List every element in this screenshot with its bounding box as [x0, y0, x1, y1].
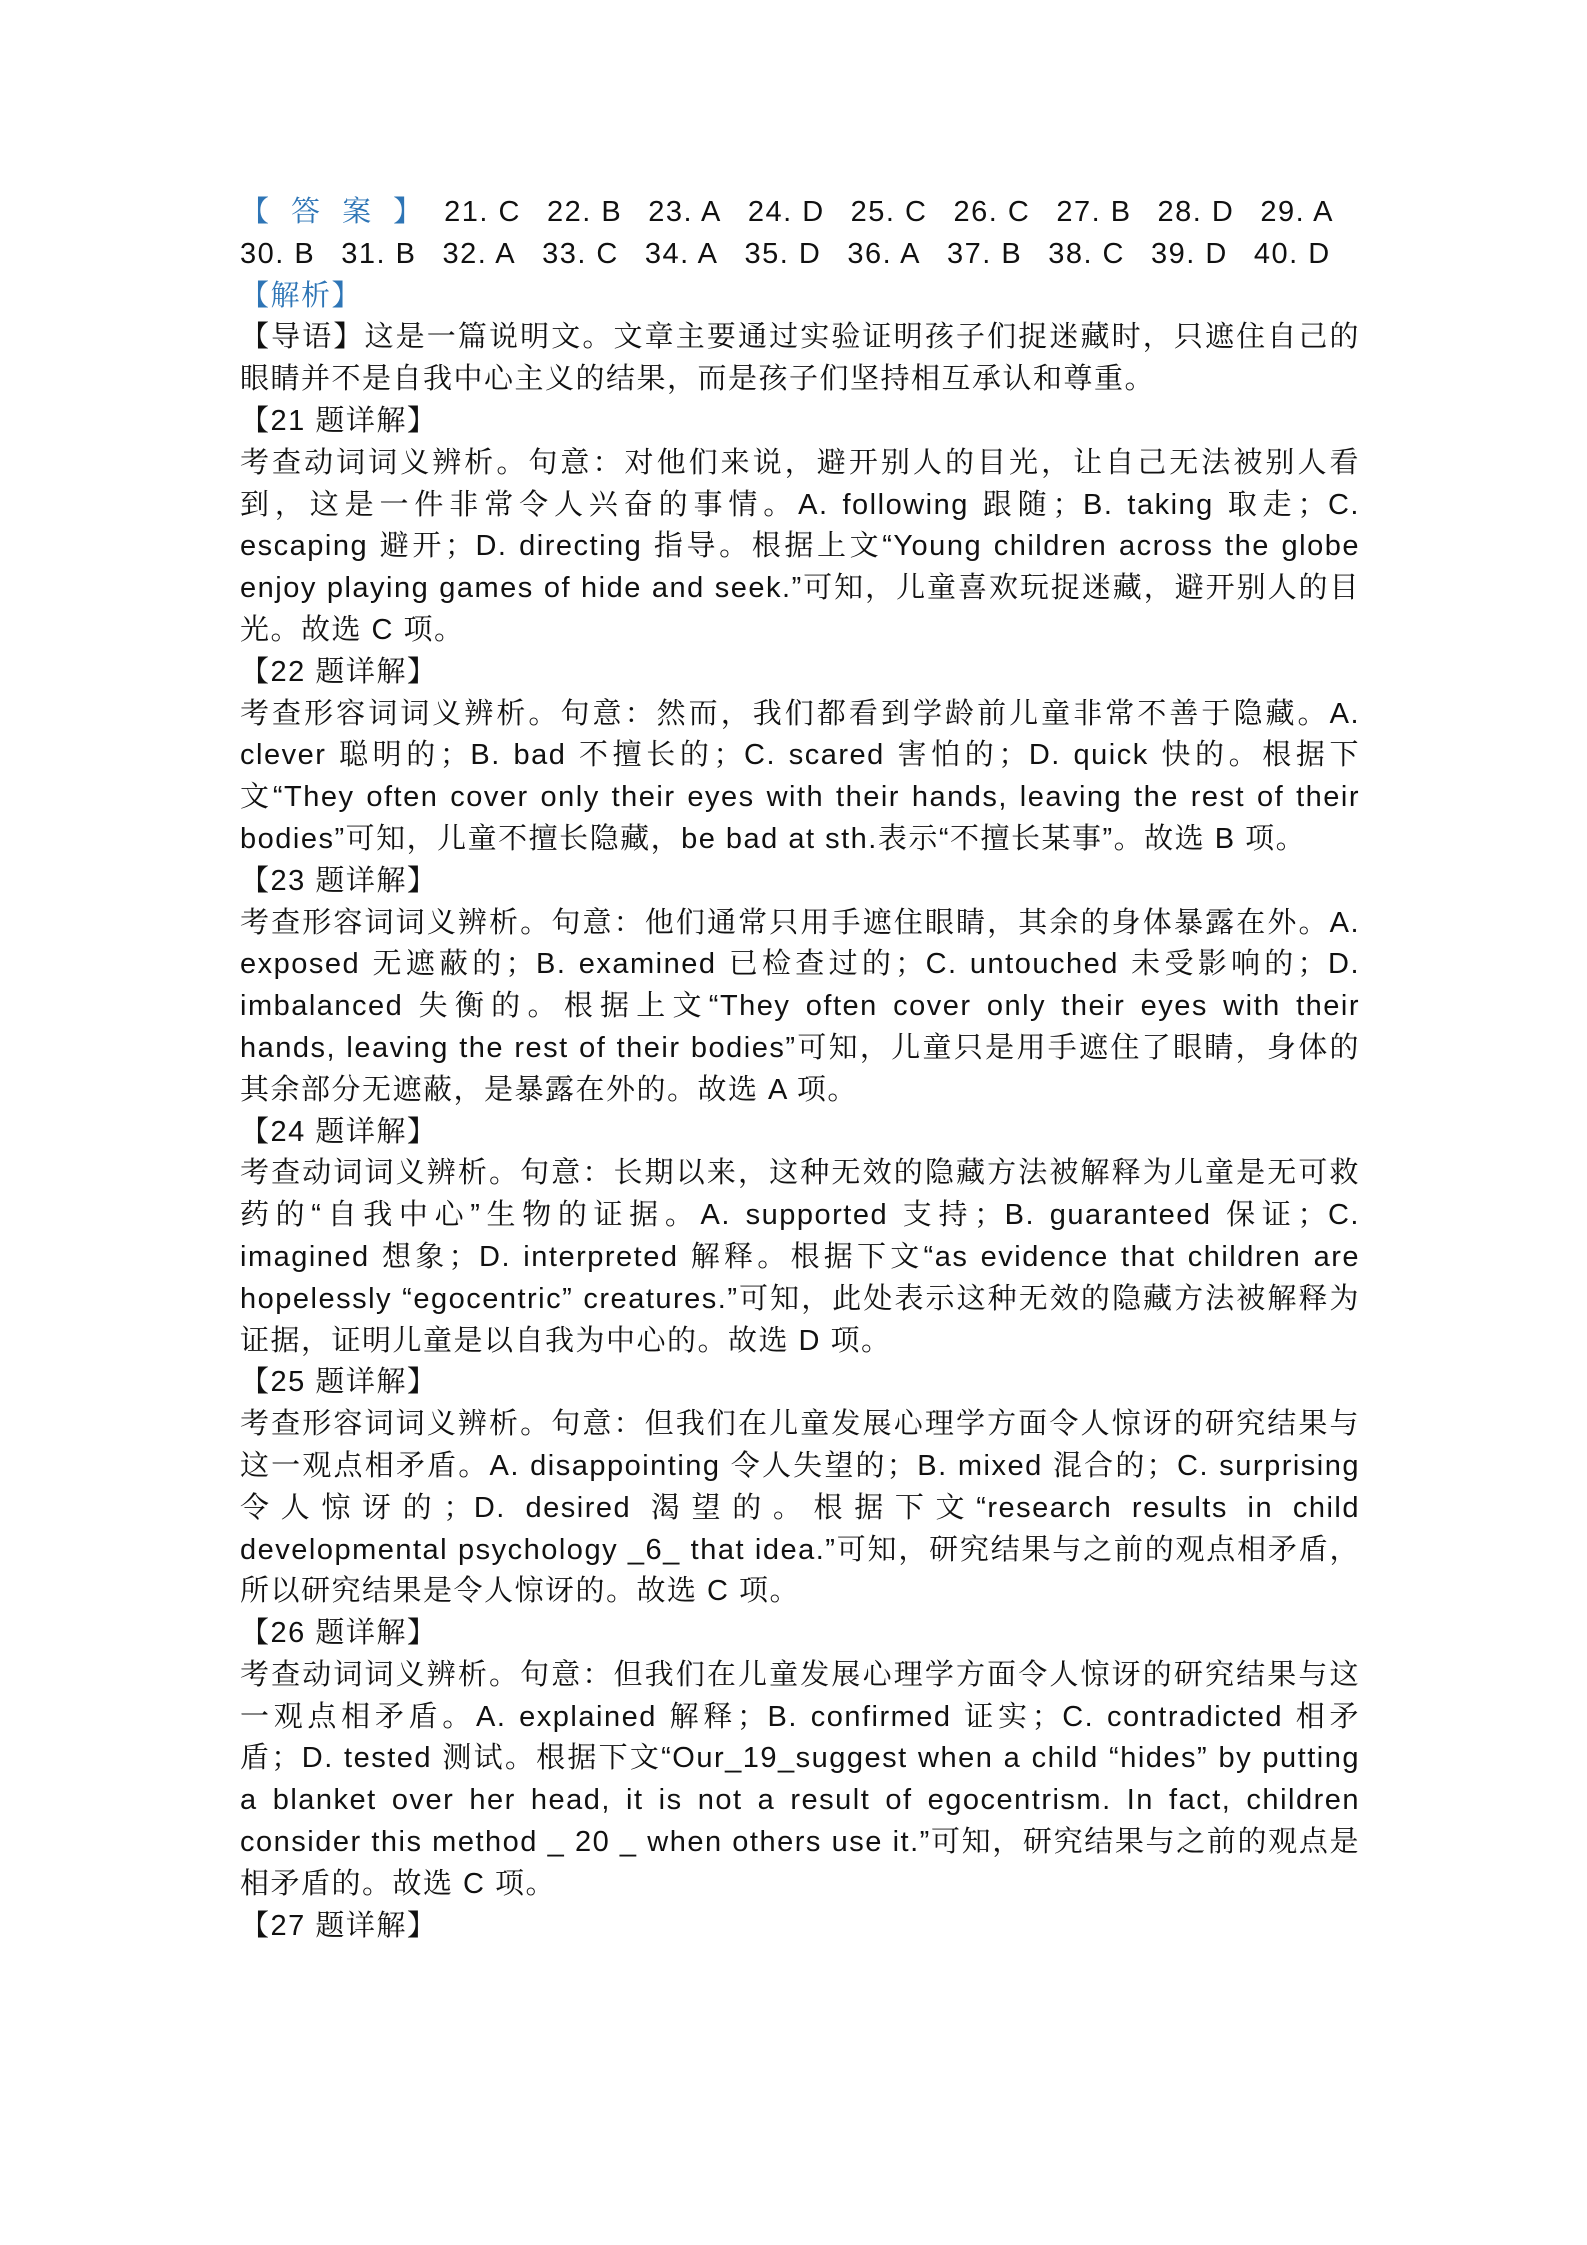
answer-item: 25. C: [850, 196, 928, 228]
answer-item: 40. D: [1253, 237, 1331, 270]
answer-item: 38. C: [1048, 237, 1126, 270]
answer-item: 28. D: [1157, 196, 1235, 228]
detail-section-26: [240, 1613, 1360, 1906]
intro-label: 【导语】: [240, 321, 365, 354]
intro-paragraph: [240, 317, 1360, 401]
answer-item: 24. D: [747, 196, 825, 228]
answer-item: 39. D: [1151, 237, 1228, 270]
answer-item: 34. A: [644, 237, 719, 270]
detail-section-25: [240, 1362, 1360, 1613]
answer-key: [240, 192, 1360, 276]
detail-heading: 【26 题详解】: [240, 1617, 438, 1650]
detail-heading: 【24 题详解】: [240, 1115, 438, 1148]
answer-item: 27. B: [1056, 196, 1132, 228]
analysis-label: 【解析】: [240, 279, 363, 312]
detail-text: 考查形容词词义辨析。句意：然而，我们都看到学龄前儿童非常不善于隐藏。A. clever 聪明的；B. bad 不擅长的；C. scared 害怕的；D. quick 快的。根据下文“They often cover only their eyes with their hands, leaving the rest of their bodies”可知，儿童不擅长隐藏，be bad at sth.表示“不擅长某事”。故选 B 项。: [240, 697, 1360, 855]
answer-item: 33. C: [542, 237, 619, 270]
answer-item: 37. B: [946, 237, 1023, 270]
answer-item: 30. B: [240, 237, 316, 270]
answer-item: 22. B: [547, 196, 623, 228]
answer-item: 26. C: [953, 196, 1031, 228]
answer-item: 29. A: [1260, 196, 1334, 228]
detail-heading: 【25 题详解】: [240, 1366, 438, 1399]
detail-text: 考查动词词义辨析。句意：长期以来，这种无效的隐藏方法被解释为儿童是无可救药的“自我中心”生物的证据。A. supported 支持；B. guaranteed 保证；C. imagined 想象；D. interpreted 解释。根据下文“as evidence that children are hopelessly “egocentric” creatures.”可知，此处表示这种无效的隐藏方法被解释为证据，证明儿童是以自我为中心的。故选 D 项。: [240, 1157, 1360, 1357]
detail-section-21: [240, 401, 1360, 652]
detail-section-22: [240, 652, 1360, 861]
answer-item: 36. A: [847, 237, 921, 270]
detail-heading: 【22 题详解】: [240, 655, 438, 688]
detail-text: 考查动词词义辨析。句意：对他们来说，避开别人的目光，让自己无法被别人看到，这是一件非常令人兴奋的事情。A. following 跟随；B. taking 取走；C. escaping 避开；D. directing 指导。根据上文“Young children across the globe enjoy playing games of hide and seek.”可知，儿童喜欢玩捉迷藏，避开别人的目光。故选 C 项。: [240, 446, 1360, 646]
detail-heading: 【23 题详解】: [240, 864, 438, 897]
detail-section-24: [240, 1112, 1360, 1363]
answer-item: 32. A: [442, 237, 517, 270]
answer-item: 21. C: [444, 196, 521, 228]
answer-item: 23. A: [648, 196, 722, 228]
detail-text: 考查形容词词义辨析。句意：他们通常只用手遮住眼睛，其余的身体暴露在外。A. exposed 无遮蔽的；B. examined 已检查过的；C. untouched 未受影响的；D. imbalanced 失衡的。根据上文“They often cover only their eyes with their hands, leaving the rest of their bodies”可知，儿童只是用手遮住了眼睛，身体的其余部分无遮蔽，是暴露在外的。故选 A 项。: [240, 906, 1360, 1106]
answer-label: 【答案】: [240, 196, 445, 228]
detail-text: 考查动词词义辨析。句意：但我们在儿童发展心理学方面令人惊讶的研究结果与这一观点相矛盾。A. explained 解释；B. confirmed 证实；C. contradicted 相矛盾；D. tested 测试。根据下文“Our_19_suggest when a child “hides” by putting a blanket over her head, it is not a result of egocentrism. In fact, children consider this method _ 20 _ when others use it.”可知，研究结果与之前的观点是相矛盾的。故选 C 项。: [240, 1658, 1360, 1900]
intro-text: 这是一篇说明文。文章主要通过实验证明孩子们捉迷藏时，只遮住自己的眼睛并不是自我中心主义的结果，而是孩子们坚持相互承认和尊重。: [240, 321, 1360, 396]
detail-section-23: [240, 861, 1360, 1112]
detail-section-27: [240, 1906, 1360, 1948]
detail-text: 考查形容词词义辨析。句意：但我们在儿童发展心理学方面令人惊讶的研究结果与这一观点相矛盾。A. disappointing 令人失望的；B. mixed 混合的；C. surprising 令人惊讶的；D. desired 渴望的。根据下文“research results in child developmental psychology _6_ that idea.”可知，研究结果与之前的观点相矛盾，所以研究结果是令人惊讶的。故选 C 项。: [240, 1408, 1360, 1608]
detail-heading: 【21 题详解】: [240, 404, 438, 437]
answer-item: 31. B: [341, 237, 417, 270]
detail-heading: 【27 题详解】: [240, 1909, 438, 1942]
document-page: [240, 192, 1360, 1947]
answer-item: 35. D: [744, 237, 822, 270]
